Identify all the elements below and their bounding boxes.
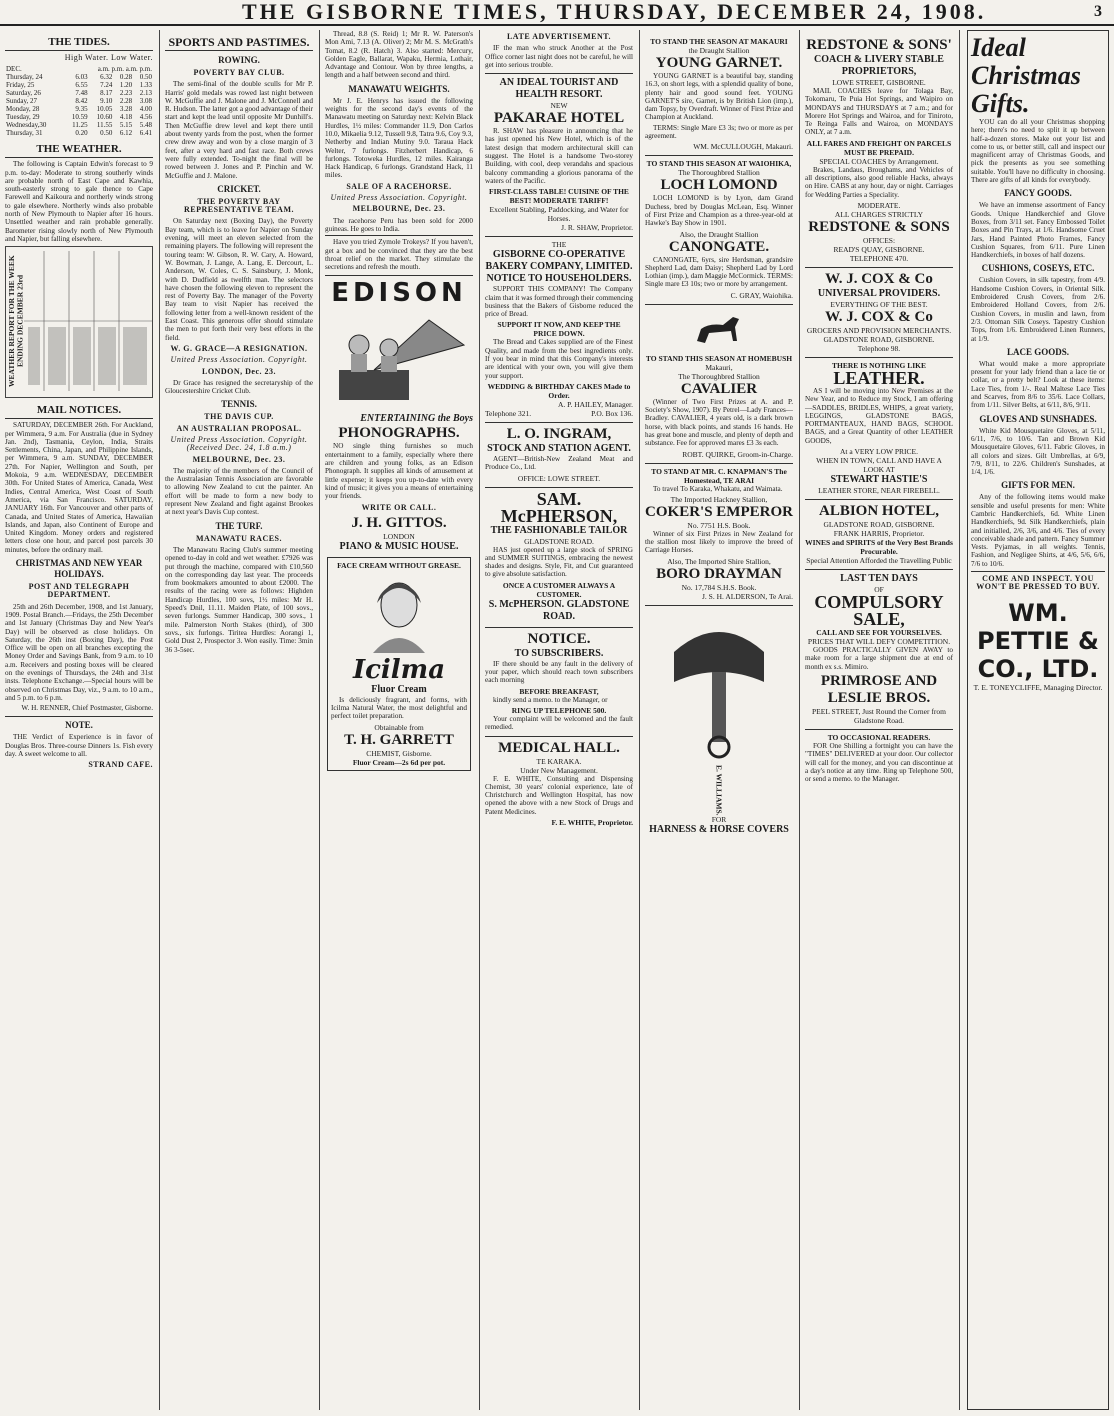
racehorse-text: The racehorse Peru has been sold for 2000 guineas. He goes to India. — [325, 216, 473, 233]
icilma-brand: Icilma — [352, 654, 446, 685]
young-name: YOUNG GARNET. — [655, 55, 783, 71]
drayman-name: BORO DRAYMAN — [656, 565, 782, 582]
tides-cell: 4.00 — [139, 105, 152, 114]
tides-row — [5, 97, 153, 105]
newspaper-page — [0, 30, 1114, 1414]
williams-harness-ad — [645, 605, 793, 837]
tides-cell: Tuesday, 29 — [6, 113, 40, 122]
bakery-manager: A. P. HAILEY, Manager. — [557, 399, 633, 409]
young-head: TO STAND THE SEASON AT MAKAURI — [650, 37, 788, 46]
hastie-store: LEATHER STORE, NEAR FIREBELL. — [818, 486, 940, 496]
emperor-reg: No. 7751 H.S. Book. — [687, 520, 751, 530]
knapman-text: To travel To Karaka, Whakatu, and Waimata. — [653, 484, 783, 493]
ingram-trade: STOCK AND STATION AGENT. — [487, 442, 631, 454]
tides-cell: 7.48 — [75, 89, 88, 98]
tides-row — [5, 73, 153, 81]
tides-table — [5, 65, 153, 137]
cavalier-ad — [645, 304, 793, 459]
medical-sub: TE KARAKA. — [536, 756, 582, 766]
tides-row — [5, 129, 153, 137]
bakery-box: P.O. Box 136. — [591, 408, 633, 418]
ingram-agent: AGENT—British-New Zealand Meat and Produce Co., Ltd. — [485, 454, 633, 472]
tides-cell: Thursday, 24 — [6, 73, 43, 82]
column-3 — [320, 30, 478, 1410]
late-ad-heading: LATE ADVERTISEMENT. — [506, 32, 612, 41]
weather-report-grid — [24, 251, 152, 391]
knapman-sub: The Imported Hackney Stallion, — [670, 494, 768, 504]
rowing-text: The semi-final of the double sculls for Mr P. Harris' gold medals was rowed last night between W. McGuffie and J. Malone and J. McConnell and R. Hudson. The latter got a good advantage of their start and kept the lead until opposite Mr Dunhill's. Then McGuffie drew level and kept there until about twenty yards from the post, when the former crew drew away and won by a close margin of 3 feet, after a very hard and fast race. Both crews were fully extended. To-night the final will be rowed between J. Jones and P. Pinchin and W. McGuffie and J. Malone. — [165, 80, 313, 180]
sale-of: OF — [874, 585, 884, 595]
knapman-ad — [645, 463, 793, 601]
bakery-name: GISBORNE CO-OPERATIVE BAKERY COMPANY, LIMITED. — [485, 249, 633, 273]
tides-cell: 6.03 — [75, 73, 88, 82]
column-1 — [0, 30, 158, 1410]
harness-for: FOR — [711, 815, 727, 825]
horse-icon — [689, 311, 749, 351]
tides-cell: Sunday, 27 — [6, 97, 38, 106]
redstone-fares: ALL FARES AND FREIGHT ON PARCELS MUST BE PREPAID. — [806, 138, 952, 157]
zymole-text: Have you tried Zymole Trokeys? If you haven't, get a box and be convinced that they are the best throat relief on the market. They stimulate the secretions and refresh the mouth. — [325, 235, 473, 271]
tides-cell: 11.55 — [96, 121, 113, 130]
tides-cell: 10.60 — [96, 113, 113, 122]
primrose-name: PRIMROSE AND LESLIE BROS. — [820, 672, 938, 706]
tides-cell: 5.48 — [139, 121, 152, 130]
pettie-director: T. E. TONEYCLIFFE, Managing Director. — [973, 682, 1103, 692]
redstone-street: LOWE STREET, GISBORNE. — [832, 78, 926, 87]
hastie-name: STEWART HASTIE'S — [830, 474, 928, 486]
christmas-gifts-title: Ideal Christmas Gifts. — [971, 33, 1081, 118]
mail-heading: MAIL NOTICES. — [5, 404, 153, 419]
primrose-street: PEEL STREET, Just Round the Corner from Gladstone Road. — [812, 706, 946, 725]
loch-sub: The Thoroughbred Stallion — [678, 168, 760, 178]
tides-cell: 10.05 — [96, 105, 113, 114]
redstone-special: SPECIAL COACHES by Arrangement. — [819, 156, 939, 166]
tides-cell: 3.08 — [139, 97, 152, 106]
gifts-intro: YOU can do all your Christmas shopping here; there's no need to split it up between half-a-dozen stores. Make out your list and come to us, or better still, call and inspect our magnificent array of Christmas Goods, and pick the presents as you see something suitable. You'll have no difficulty in choosing. There are gifts of all kinds for everybody. — [971, 118, 1105, 185]
pakarae-new: NEW — [550, 101, 568, 111]
medical-text: F. E. WHITE, Consulting and Dispensing Chemist, 30 years' colonial experience, late of Christchurch and Wellington Hospital, has now opened the above with a new Stock of Drugs and Patent Medicines. — [485, 774, 633, 816]
leather-head: THERE IS NOTHING LIKE — [832, 360, 926, 370]
cox-line: UNIVERSAL PROVIDERS. — [817, 287, 941, 299]
notice-ring: RING UP TELEPHONE 500. — [511, 705, 607, 715]
tides-row — [5, 105, 153, 113]
tennis-dateline: MELBOURNE, Dec. 23. — [192, 454, 286, 464]
albion-owner: FRANK HARRIS, Proprietor. — [833, 529, 925, 539]
bakery-notice: NOTICE TO HOUSEHOLDERS. — [486, 273, 632, 285]
redstone-text: MAIL COACHES leave for Tolaga Bay, Tokomaru, Te Puia Hot Springs, and Waipiro on MONDAYS and THURSDAYS at 7 a.m.; and for Morere Hot Springs and Wairoa, and for Tiniroto, Te Reinga Falls and Wairoa, on MONDAYS ONLY, at 7 a.m. — [805, 87, 953, 137]
grace-source: United Press Association. Copyright. — [170, 355, 308, 365]
cavalier-name: CAVALIER — [680, 380, 758, 397]
icilma-text: Is deliciously fragrant, and forms, with Icilma Natural Water, the most delightful and perfect toilet preparation. — [331, 695, 467, 721]
christmas-text: 25th and 26th December, 1908, and 1st January, 1909. Postal Branch.—Fridays, the 25th December and 1st January (Christmas Day and New Year's Day) will be observed as close holidays. On Saturday, the 26th inst (Boxing Day), the Post Office will be open on all branches excepting the Money Order and Savings Bank, from 9 a.m. to 10 a.m. Receivers and posting boxes will be cleared on the evenings of Thursdays, the 24th and 31st insts. Telephone Exchange.—Special hours will be observed on Christmas Day, viz., 9 a.m. to 10 a.m., and 5 p.m. to 6 p.m. — [5, 602, 153, 702]
edison-ad — [325, 275, 473, 552]
albion-street: GLADSTONE ROAD, GISBORNE. — [823, 520, 935, 530]
leather-ad — [805, 357, 953, 495]
tides-cell: Friday, 25 — [6, 81, 35, 90]
readers-text: FOR One Shilling a fortnight you can have the "TIMES" DELIVERED at your door. Our collector will call for the money, and you can discontinue at a day's notice at any time. Ring up Telephone 500, or send a memo. to the Manager. — [805, 741, 953, 784]
tides-cell: 9.35 — [75, 105, 88, 114]
turf-text: The Manawatu Racing Club's summer meeting opened to-day in cold and wet weather. £7926 was put through the machine, compared with £10,560 on the corresponding day last year. The proceeds from bookmakers amounted to about £2000. The results of the racing were as follows: Highden Handicap Hurdles, 100 sovs, 1½ miles: Mr H. Speed's Dnil, 11.11. Maiden Plate, of 100 sovs., seven furlongs. Summer Handicap, 300 sovs., 1 mile. Palmerston North Stakes (third), of 300 sovs., six furlongs. Tiritea Hurdles: Aorangi 1, Gold Dust 2, Prospector 3. Won easily. Time: 3min 36 3-5sec. — [165, 545, 313, 654]
racehorse-heading: SALE OF A RACEHORSE. — [346, 181, 452, 191]
men-text: Any of the following items would make sensible and useful presents for men: White Cambric Handkerchiefs, 6d. White Linen Handkerchiefs, 9d. Silk Handkerchiefs, plain and initialled, 2/6, 3/6, and 4/6. Ties of every conceivable shade and pattern. Fancy Summer Vests. Pyjamas, in all weights. Tennis, Fashion, and Negligee Shirts, at 4/6, 5/6, 6/6, 7/6 to 10/6. — [971, 493, 1105, 568]
tides-cell: 7.24 — [100, 81, 113, 90]
tennis-subheading-2: AN AUSTRALIAN PROPOSAL. — [176, 423, 302, 433]
cricket-heading: CRICKET. — [217, 183, 261, 194]
column-5 — [640, 30, 798, 1410]
young-garnet-ad — [645, 34, 793, 151]
cushions-text: Cushion Covers, in silk tapestry, from 4/9. Handsome Cushion Covers, in Oriental Silk. Embroidered Crush Covers, from 2/6. Embroidered Holland Covers, from 2/6. Cushion Covers, in muslin and lawn, from 2/3. Ottoman Silk Coseys. Tapestry Cushion Tops, from 1/6. Embroidered Linen Runners, at 1/9. — [971, 276, 1105, 343]
weights-heading: MANAWATU WEIGHTS. — [348, 83, 450, 94]
icilma-obtain: Obtainable from — [374, 722, 424, 732]
tides-cell: 0.50 — [100, 129, 113, 138]
tides-ampm: a.m. p.m. a.m. p.m. — [97, 65, 152, 74]
cox-name-2: W. J. COX & Co — [825, 308, 933, 325]
weather-forecast: The following is Captain Edwin's forecast to 9 p.m. to-day: Moderate to strong southerly winds are probable north of East Cape and Kawhia, south-easterly strong to gale thence to Cape Farewell and Kaikoura and northerly winds strong to gale elsewhere. Northerly winds also probable north of New Plymouth to Napier after 16 hours. Unsettled weather and rain probable generally. Barometer rising slowly north of New Plymouth and Napier, but falling elsewhere. — [5, 160, 153, 243]
tides-heading: THE TIDES. — [5, 36, 153, 51]
note-text: THE Verdict of Experience is in favor of Douglas Bros. Three-course Dinners 1s. Fish every day. A sweet welcome to all. — [5, 733, 153, 759]
tides-cell: 1.20 — [119, 81, 133, 90]
young-terms: TERMS: Single Mare £3 3s; two or more as per agreement. — [645, 123, 793, 141]
men-heading: GIFTS FOR MEN. — [1001, 480, 1075, 491]
redstone-moderate: MODERATE. — [857, 200, 901, 210]
column-6 — [800, 30, 958, 1410]
gittos-line: PIANO & MUSIC HOUSE. — [339, 540, 459, 552]
cricket-text: On Saturday next (Boxing Day), the Poverty Bay team, which is to leave for Napier on Sunday evening, will meet an eleven selected from the remaining players. The following will represent the touring team: W. Gibson, R. W. Cary, A. Howard, W. Bowman, J. Lange, A. Lang, E. Dercourt, L. Anderson, W. Coles, C. S. Sainsbury, J. Monk, with D. Dudfield as twelfth man. The selectors have chosen the following eleven to represent the rest of Poverty Bay. The manager of the Poverty Bay team to visit Napier has received the following letter from a well-known resident of the East Coast. This generous offer should stimulate the men to put forth their very best efforts in the field. — [165, 217, 313, 342]
albion-name: ALBION HOTEL, — [818, 503, 940, 520]
cox-ad — [805, 267, 953, 353]
compulsory-sale-ad — [805, 569, 953, 725]
rowing-heading: ROWING. — [218, 55, 260, 65]
tennis-subheading: THE DAVIS CUP. — [204, 412, 274, 422]
knapman-head: TO STAND AT MR. C. KNAPMAN'S The Homestead, TE ARAI — [651, 466, 787, 485]
tides-cell: 6.32 — [100, 73, 113, 82]
loch-head: TO STAND THIS SEASON AT WAIOHIKA, — [646, 159, 792, 169]
redstone-text-2: Brakes, Landaus, Broughams, and Vehicles of all descriptions, also good reliable Hacks, always on Hire. CABS at any hour, day or night. Carriages for Wedding Parties a Speciality. — [805, 165, 953, 199]
loch-lomond-ad — [645, 155, 793, 299]
mcpherson-street: GLADSTONE ROAD. — [524, 536, 594, 546]
lace-text: What would make a more appropriate present for your lady friend than a lace tie or collar, or a pretty belt? Look at these items: Lace Ties, from 1/-. Real Maltese Lace Ties and Scarves, from 8/6 to 35/6. Lace Collars, from 1/11. Silver Belts, at 6/11, 8/6, 9/11. — [971, 359, 1105, 410]
notice-heading: NOTICE. — [527, 630, 591, 647]
bakery-text: SUPPORT THIS COMPANY! The Company claim that it was formed through their commencing business that the Bakers of Gisborne reduced the price of Bread. — [485, 285, 633, 319]
redstone-charges: ALL CHARGES STRICTLY — [834, 209, 924, 219]
cavalier-sub: Makauri, — [705, 362, 733, 372]
tides-cell: 2.13 — [139, 89, 152, 98]
tennis-heading: TENNIS. — [221, 399, 257, 410]
racehorse-dateline: MELBOURNE, Dec. 23. — [352, 204, 446, 214]
garrett-sub: CHEMIST, Gisborne. — [366, 748, 432, 758]
christmas-heading: CHRISTMAS AND NEW YEAR HOLIDAYS. — [15, 558, 143, 580]
edison-text: NO single thing furnishes so much entertainment to a family, especially where there are children and young folks, as an Edison Phonograph. It supplies all kinds of amusement at little expense; it keeps you up-to-date with every kind of music; it gives you a means of entertaining your friends. — [325, 442, 473, 501]
medical-hall-ad — [485, 736, 633, 827]
edison-cta: WRITE OR CALL. — [361, 502, 437, 512]
gittos-name: J. H. GITTOS. — [351, 514, 447, 531]
notice-text-3: Your complaint will be welcomed and the fault remedied. — [485, 714, 633, 732]
sale-call: CALL AND SEE FOR YOURSELVES. — [816, 628, 942, 638]
turf-heading: THE TURF. — [215, 520, 263, 531]
tides-subheading: High Water. Low Water. — [64, 53, 153, 62]
notice-text: IF there should be any fault in the delivery of your paper, which should reach town subscribers each morning — [485, 659, 633, 685]
lace-heading: LACE GOODS. — [1006, 346, 1069, 357]
cricket-subheading: THE POVERTY BAY REPRESENTATIVE TEAM. — [183, 196, 295, 215]
bakery-text-2: The Bread and Cakes supplied are of the Finest Quality, and made from the best ingredients only. If you bear in mind that this Company's interests are identical with your own, you will give them your support. — [485, 338, 633, 380]
leather-cost: At a VERY LOW PRICE. — [840, 447, 918, 457]
pettie-christmas-ad — [967, 30, 1109, 1410]
column-2 — [160, 30, 318, 1410]
weights-text: Mr J. E. Henrys has issued the following weights for the second day's events of the Manawatu meeting on Saturday next: Kelvin Black Hurdles, 1½ miles: Commander 11.9, Don Carlos 10.0, Mikaelia 9.12, Tussell 9.8, Tatra 9.6, Coy 9.3, Netherby and Indian Mutiny 9.0. Taraua Hack Welter, 7 furlongs. Fitzherbert Handicap, 6 furlongs. Totoweka Hurdles, 12 miles. Kairanga Hack Handicap, 6 furlongs. Grandstand Hack, 11 miles. — [325, 96, 473, 180]
cox-street: GLADSTONE ROAD, GISBORNE. — [823, 334, 935, 344]
sale-head: LAST TEN DAYS — [840, 573, 918, 585]
ingram-name: L. O. INGRAM, — [506, 425, 612, 442]
bakery-ad — [485, 236, 633, 418]
ingram-office: OFFICE: LOWE STREET. — [517, 473, 601, 483]
redstone-ad — [805, 34, 953, 263]
lady-portrait-icon — [359, 573, 439, 653]
knapman-also: Also, The Imported Shire Stallion, — [667, 556, 771, 566]
pakarae-hotel-ad — [485, 73, 633, 232]
mcpherson-slogan: ONCE A CUSTOMER ALWAYS A CUSTOMER. — [502, 580, 616, 599]
loch-sign: C. GRAY, Waiohika. — [730, 290, 793, 300]
medical-heading: MEDICAL HALL. — [498, 739, 620, 756]
bakery-the: THE — [551, 240, 567, 250]
mcpherson-ad — [485, 487, 633, 623]
tides-cell: 4.56 — [139, 113, 152, 122]
pakarae-table: FIRST-CLASS TABLE! CUISINE OF THE BEST! MODERATE TARIFF! — [489, 187, 629, 206]
tides-row — [5, 89, 153, 97]
edison-title: EDISON — [331, 278, 467, 309]
page-number: 3 — [1094, 3, 1102, 20]
note-heading: NOTE. — [5, 716, 153, 731]
canongate-name: CANONGATE. — [668, 238, 770, 255]
tides-cell: 5.15 — [119, 121, 133, 130]
loch-also: Also, the Draught Stallion — [679, 229, 759, 239]
subscribers-notice — [485, 627, 633, 732]
emperor-text: Winner of six First Prizes in New Zealand for the stallion most likely to improve the breed of Carriage Horses. — [645, 529, 793, 555]
pakarae-line: AN IDEAL TOURIST AND HEALTH RESORT. — [499, 77, 619, 101]
occasional-readers-ad — [805, 729, 953, 783]
cox-every: EVERYTHING OF THE BEST. — [830, 299, 928, 309]
knapman-sign: J. S. H. ALDERSON, Te Arai. — [701, 591, 793, 601]
young-owner: WM. McCULLOUGH, Makauri. — [693, 142, 793, 152]
tides-cell: 0.28 — [119, 73, 133, 82]
notice-text-2: kindly send a memo. to the Manager, or — [493, 695, 608, 704]
masthead — [0, 0, 1114, 26]
mcpherson-text: HAS just opened up a large stock of SPRING and SUMMER SUITINGS, embracing the newest shades and designs. Style, Fit, and Cut guaranteed to give absolute satisfaction. — [485, 545, 633, 579]
mail-text: SATURDAY, DECEMBER 26th. For Auckland, per Wimmera, 9 a.m. For Australia (due in Sydney Jan. 2nd), Tasmania, Ceylon, India, Straits Settlements, China, Japan, and Philippine Islands, per Wimmera, 9 a.m. SUNDAY, DECEMBER 27th. For Napier, Wellington and South, per Mokoiа, 9 a.m. WEDNESDAY, DECEMBER 30th. For United States of America, Canada, West Indies, Central America, West Coast of South America, via San Francisco. SATURDAY, JANUARY 16th. For Vancouver and other parts of Canada, and United States of America, Hawaiian Islands, and Japan, also Continent of Europe and United Kingdom. Money orders and registered letters close one hour, and parcel post parcels 30 minutes, before the ordinary mail. — [5, 421, 153, 554]
turf-subheading: MANAWATU RACES. — [195, 533, 283, 543]
medical-sign: F. E. WHITE, Proprietor. — [551, 817, 633, 827]
cavalier-sub-2: The Thoroughbred Stallion — [678, 371, 760, 381]
albion-wines: WINES and SPIRITS of the Very Best Brands Procurable. — [805, 538, 953, 557]
cox-tel: Telephone 98. — [857, 343, 901, 353]
tides-cell: 9.10 — [100, 97, 113, 106]
rowing-subheading: POVERTY BAY CLUB. — [193, 68, 285, 77]
race-results-text: Thread, 8.8 (S. Reid) 1; Mr R. W. Paterson's Mon Ami, 7.13 (A. Oliver) 2; Mr M. S. McGrath's Tomat, 8.2 (R. Hatch) 3. Also started: Mercury, Golden Eagle, Ballarat, Wapaku, Hermia, Lothair, Advantage and Contour. Won by three lengths, a length and a half between second and third. — [325, 30, 473, 80]
tides-cell: 0.20 — [75, 129, 88, 138]
grace-heading: W. G. GRACE—A RESIGNATION. — [170, 343, 308, 353]
mcpherson-sign: S. McPHERSON. GLADSTONE ROAD. — [488, 598, 630, 622]
tides-cell: 6.12 — [119, 129, 133, 138]
tides-cell: Thursday, 31 — [6, 129, 43, 138]
tides-cell: 3.28 — [119, 105, 133, 114]
cox-grocers: GROCERS AND PROVISION MERCHANTS. — [806, 325, 952, 335]
sports-heading: SPORTS AND PASTIMES. — [165, 36, 313, 51]
cavalier-text: (Winner of Two First Prizes at A. and P. Society's Show, 1907). By Petrel—Lady Frances—Bradley. CAVALIER, 4 years old, is a dark brown horse, with black points, and stands 16 hands. He has great bone and muscle, and plenty of depth and substance. Fee for approved mares £3 3s each. — [645, 397, 793, 448]
tides-month: DEC. — [6, 65, 22, 74]
tides-cell: 11.25 — [72, 121, 88, 130]
tides-cell: 8.42 — [75, 97, 88, 106]
tides-cell: 10.59 — [71, 113, 88, 122]
redstone-line: COACH & LIVERY STABLE PROPRIETORS, — [814, 54, 944, 77]
gittos-city: LONDON — [383, 531, 415, 541]
pakarae-stable: Excellent Stabling, Paddocking, and Water for Horses. — [489, 205, 629, 224]
cox-name: W. J. COX & Co — [825, 270, 933, 287]
tides-row — [5, 81, 153, 89]
harness-line: HARNESS & HORSE COVERS — [649, 824, 789, 836]
loch-name: LOCH LOMOND — [660, 177, 778, 194]
cushions-heading: CUSHIONS, COSEYS, ETC. — [981, 263, 1095, 274]
young-text: YOUNG GARNET is a beautiful bay, standing 16.3, on short legs, with a splendid quality of bone, plenty hair and good sound feet. YOUNG GARNET'S sire, Garnet, is by British Lion (imp.), dam Topsy, by Overdraft. Winner of First Prize and Champion at Auckland. — [645, 72, 793, 122]
pettie-firm: WM. PETTIE & CO., LTD. — [977, 598, 1099, 683]
leather-town: WHEN IN TOWN, CALL AND HAVE A LOOK AT — [816, 456, 942, 475]
tennis-text: The majority of the members of the Council of the Australasian Tennis Association are favorable to allowing New Zealand to cut the painter. An effort will be made to form a new body to represent New Zealand and fight against Brookes at next year's Davis Cup contest. — [165, 466, 313, 517]
redstone-tel: TELEPHONE 470. — [849, 253, 909, 263]
tides-cell: 8.17 — [100, 89, 113, 98]
mcpherson-name: SAM. McPHERSON, — [500, 488, 618, 526]
tides-cell: Monday, 28 — [6, 105, 40, 114]
pakarae-name: PAKARAE HOTEL — [493, 110, 625, 127]
sale-goods: GOODS PRACTICALLY GIVEN AWAY to make room for a large shipment due at end of month ex s.s. Mimiro. — [805, 646, 953, 671]
bakery-cakes: WEDDING & BIRTHDAY CAKES Made to Order. — [487, 381, 631, 400]
redstone-name: REDSTONE & SONS' — [806, 37, 952, 53]
tides-cell: 2.23 — [119, 89, 133, 98]
late-ad-text: IF the man who struck Another at the Post Office corner last night does not be careful, he will get into serious trouble. — [485, 44, 633, 69]
tennis-source: United Press Association. Copyright. (Received Dec. 24, 1.8 a.m.) — [170, 434, 308, 453]
redstone-offices: OFFICES: — [862, 235, 896, 245]
canongate-text: CANONGATE, 6yrs, sire Herdsman, grandsire Shepherd Lad, dam Daisy; Shepherd Lad by Lord Lothian (imp.), dam Maggie McCormick. TERMS: Single mare £3 10s; two or more by arrangement. — [645, 255, 793, 289]
emperor-name: COKER'S EMPEROR — [645, 503, 793, 520]
williams-name: E. WILLIAMS. — [714, 764, 724, 816]
tides-row — [5, 121, 153, 129]
redstone-quay: READ'S QUAY, GISBORNE. — [833, 244, 925, 254]
albion-special: Special Attention Afforded the Travelling Public — [806, 556, 952, 566]
drayman-reg: No. 17,784 S.H.S. Book. — [681, 582, 757, 592]
grace-text: Dr Grace has resigned the secretaryship of the Gloucestershire Cricket Club. — [165, 378, 313, 396]
icilma-headline: FACE CREAM WITHOUT GREASE. — [337, 560, 461, 570]
gloves-text: White Kid Mousquetaire Gloves, at 5/11, 6/11, 7/6, to 10/6. Tan and Brown Kid Mousquetaire Gloves, 6/11. Fabric Gloves, in all colors and sizes. Gilt Umbrellas, at 6/9, 7/9, 8/11, to 22/6. Children's Sunshades, at 1/4, 1/6. — [971, 426, 1105, 477]
pakarae-text: R. SHAW has pleasure in announcing that he has just opened his New Hotel, which is of the latest design that modern architectural skill can suggest. The Hotel is a handsome Two-storey Building, with cool, deep verandahs and spacious balcony commanding a glorious panorama of the waters of the Pacific. — [485, 127, 633, 185]
bakery-support: SUPPORT IT NOW, AND KEEP THE PRICE DOWN. — [497, 320, 621, 339]
leather-text: AS I will be moving into New Premises at the New Year, and to Reduce my Stock, I am offering—SADDLES, BRIDLES, WHIPS, a great variety, LEGGINGS, GLADSTONE BAGS, PORTMANTEAUX, HAND BAGS, SCHOOL BAGS, and a Great Quantity of other LEATHER GOODS, — [805, 386, 953, 445]
weather-report-title: WEATHER REPORT FOR THE WEEK ENDING DECEMBER 23rd — [7, 255, 25, 388]
fancy-text: We have an immense assortment of Fancy Goods. Unique Handkerchief and Glove Boxes, from 3/11 set. Fancy Embossed Toilet Boxes and Pin Trays, at 1/6. Handsome Cruet Jars, Hand Painted Photo Frames, Fancy Cushion Squares, from 6/11. Pure Linen Handkerchiefs, in boxes of half dozens. — [971, 201, 1105, 260]
tides-cell: 6.41 — [139, 129, 152, 138]
pettie-firm-block — [971, 596, 1105, 692]
sale-prices: PRICES THAT WILL DEFY COMPETITION. — [807, 637, 951, 647]
medical-sub-2: Under New Management. — [520, 765, 598, 775]
tides-cell: 2.28 — [119, 97, 133, 106]
garrett-name: T. H. GARRETT — [344, 731, 454, 748]
loch-text: LOCH LOMOND is by Lyon, dam Grand Duchess, bred by Douglas McLean, Esq. Winner of First Prize and Champion as a three-year-old at Hawke's Bay Show in 1901. — [645, 194, 793, 228]
grace-dateline: LONDON, Dec. 23. — [202, 366, 276, 376]
tides-row — [5, 113, 153, 121]
bakery-phone: Telephone 321. — [485, 408, 532, 418]
phonographs-heading: PHONOGRAPHS. — [338, 425, 460, 442]
christmas-subheading: POST AND TELEGRAPH DEPARTMENT. — [28, 582, 130, 600]
cavalier-head: TO STAND THIS SEASON AT HOMEBUSH — [645, 353, 793, 363]
note-sign: STRAND CAFE. — [88, 760, 153, 770]
column-4 — [480, 30, 638, 1410]
sale-big: COMPULSORY SALE, — [814, 592, 944, 630]
tides-cell: 4.18 — [119, 113, 133, 122]
edison-badge: ENTERTAINING the Boys — [360, 413, 473, 425]
cavalier-sign: ROBT. QUIRKE, Groom-in-Charge. — [682, 449, 793, 459]
weather-heading: THE WEATHER. — [5, 143, 153, 158]
tides-cell: Wednesday,30 — [6, 121, 47, 130]
icilma-ad — [327, 557, 471, 771]
notice-before: BEFORE BREAKFAST, — [519, 686, 599, 696]
newspaper-title: THE GISBORNE TIMES, THURSDAY, DECEMBER 24, 1908. — [242, 0, 987, 24]
gloves-heading: GLOVES AND SUNSHADES. — [979, 413, 1097, 424]
young-sub: the Draught Stallion — [688, 46, 750, 55]
icilma-product: Fluor Cream — [371, 683, 427, 695]
christmas-signed: W. H. RENNER, Chief Postmaster, Gisborne. — [21, 704, 153, 713]
icilma-price: Fluor Cream—2s 6d per pot. — [352, 757, 446, 767]
mcpherson-trade: THE FASHIONABLE TAILOR — [490, 524, 628, 536]
phonograph-illustration-icon — [329, 310, 469, 410]
leather-big: LEATHER. — [833, 367, 925, 388]
tides-cell: 1.33 — [139, 81, 152, 90]
saddle-illustration-icon — [654, 612, 784, 762]
come-inspect: COME AND INSPECT. YOU WON'T BE PRESSED TO BUY. — [971, 571, 1105, 592]
redstone-name-2: REDSTONE & SONS — [808, 218, 950, 235]
albion-ad — [805, 499, 953, 565]
fancy-heading: FANCY GOODS. — [1004, 188, 1072, 199]
notice-to: TO SUBSCRIBERS. — [514, 647, 604, 659]
column-7 — [960, 30, 1114, 1410]
tides-cell: 0.50 — [139, 73, 152, 82]
weather-report-table — [5, 246, 153, 398]
pakarae-owner: J. R. SHAW, Proprietor. — [561, 223, 633, 233]
racehorse-source: United Press Association. Copyright. — [330, 193, 468, 203]
ingram-ad — [485, 422, 633, 483]
tides-cell: 6.55 — [75, 81, 88, 90]
tides-cell: Saturday, 26 — [6, 89, 41, 98]
readers-heading: TO OCCASIONAL READERS. — [827, 732, 931, 742]
